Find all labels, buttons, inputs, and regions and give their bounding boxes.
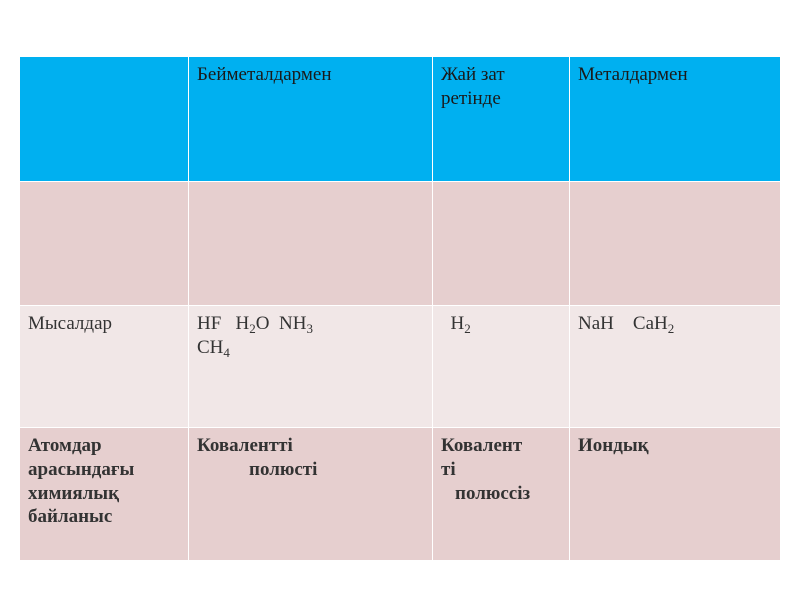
header-cell-metals: Металдармен bbox=[570, 57, 781, 182]
formula-cah2: CaH$_2$ bbox=[632, 313, 675, 336]
bond-simple-line3: полюссіз bbox=[455, 482, 531, 504]
table-cell bbox=[433, 182, 570, 306]
bond-nonmetals-line2: полюсті bbox=[249, 458, 318, 480]
bond-nonmetals-line1: Ковалентті bbox=[197, 435, 293, 456]
table-cell bbox=[570, 182, 781, 306]
formula-h2o: $H_2O$ bbox=[235, 313, 270, 336]
table-cell bbox=[189, 182, 433, 306]
bond-simple-line2: ті bbox=[441, 458, 456, 480]
examples-simple-cell bbox=[433, 306, 570, 428]
formula-h2: $H_2$ bbox=[450, 313, 471, 336]
bond-simple-cell bbox=[433, 428, 570, 561]
formula-nh3: $NH_3$ bbox=[279, 313, 313, 336]
examples-nonmetals-cell bbox=[189, 306, 433, 428]
bond-label: Атомдар арасындағы химиялық байланыс bbox=[20, 428, 189, 561]
table-row-bond bbox=[20, 428, 781, 561]
formula-hf: HF bbox=[197, 313, 222, 334]
table-cell bbox=[20, 182, 189, 306]
examples-label: Мысалдар bbox=[20, 306, 189, 428]
bond-metals-cell: Иондық bbox=[570, 428, 781, 561]
examples-metals-cell bbox=[570, 306, 781, 428]
bond-simple-line1: Ковалент bbox=[441, 435, 523, 456]
hydrogen-compounds-table bbox=[19, 56, 781, 561]
formula-ch4: $CH_4$ bbox=[197, 336, 230, 360]
table-row-examples bbox=[20, 306, 781, 428]
table-row-empty bbox=[20, 182, 781, 306]
formula-nah: NaH bbox=[578, 313, 614, 334]
header-cell-nonmetals: Бейметалдармен bbox=[189, 57, 433, 182]
header-cell-simple-substance: Жай зат ретінде bbox=[433, 57, 570, 182]
header-cell-empty bbox=[20, 57, 189, 182]
table-header-row bbox=[20, 57, 781, 182]
bond-nonmetals-cell bbox=[189, 428, 433, 561]
